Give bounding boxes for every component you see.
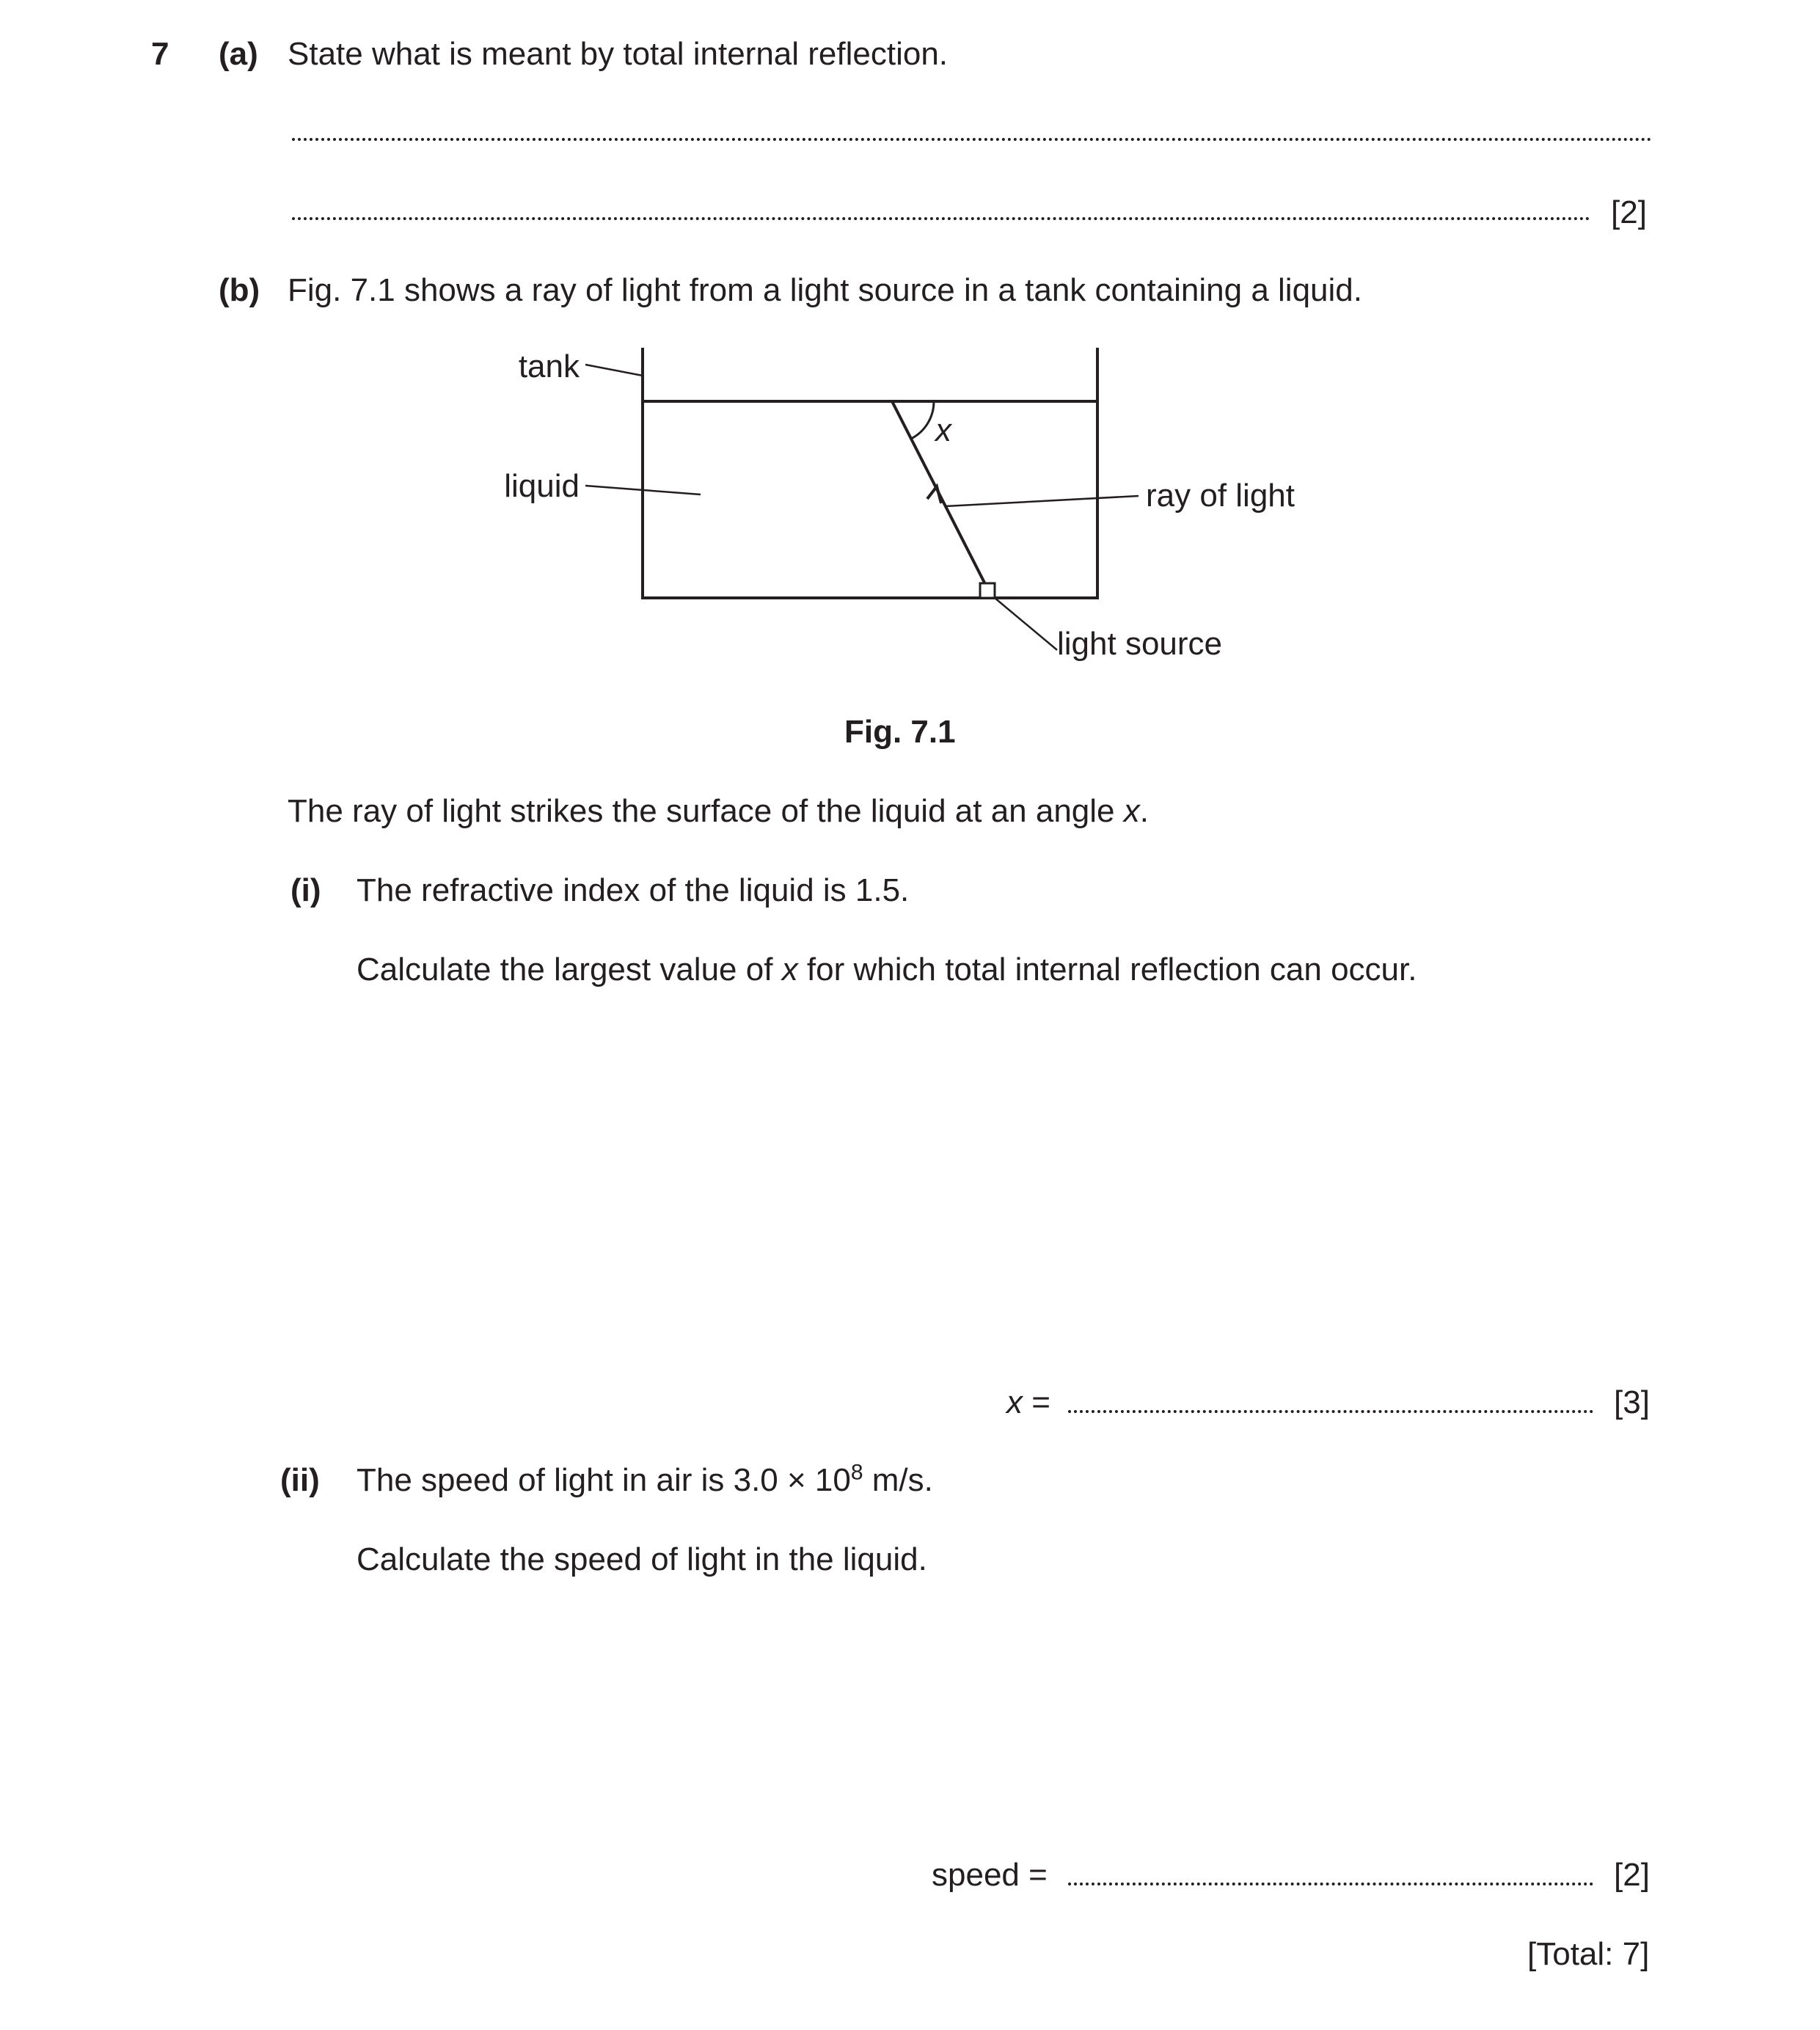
ray-arrowhead [927,486,941,503]
answer-x-var: x [1006,1384,1023,1420]
label-ray-of-light: ray of light [1146,478,1295,514]
part-a-question: State what is meant by total internal reflection. [288,36,949,72]
part-ii-marks: [2] [1614,1857,1650,1893]
part-a-marks: [2] [1611,194,1647,230]
answer-x-line[interactable] [1068,1410,1593,1413]
label-angle-x: x [935,412,951,448]
part-i-line2-start: Calculate the largest value of [357,952,773,987]
statement-var-x: x [1123,793,1140,829]
part-b-label: (b) [219,272,260,308]
label-tank: tank [518,348,580,384]
part-ii-label: (ii) [280,1462,320,1498]
label-liquid: liquid [504,468,580,504]
part-ii-units: m/s. [871,1462,933,1498]
part-ii-line2: Calculate the speed of light in the liquid. [357,1541,927,1577]
part-a-label: (a) [219,36,258,72]
statement-period: . [1139,793,1149,829]
light-source-box [980,583,995,598]
total-marks: [Total: 7] [1527,1936,1650,1972]
tank-outline [643,348,1097,598]
answer-speed-label: speed = [932,1857,1048,1893]
part-b-intro: Fig. 7.1 shows a ray of light from a light source in a tank containing a liquid. [288,272,1362,308]
part-ii-exponent: 8 [850,1460,863,1485]
answer-speed-line[interactable] [1068,1883,1593,1885]
statement-text: The ray of light strikes the surface of the liquid at an angle [288,793,1115,829]
ray-leader-line [946,496,1139,506]
part-i-line1: The refractive index of the liquid is 1.5. [357,872,910,908]
part-i-label: (i) [290,872,321,908]
figure-caption: Fig. 7.1 [844,714,956,750]
answer-x-label [1006,1384,1050,1422]
figure-7-1-diagram [0,0,1820,778]
tank-leader-line [585,365,643,376]
angle-x-arc [911,401,934,439]
source-leader-line [995,598,1057,650]
part-ii-speed-text: The speed of light in air is 3.0 × 10 [357,1462,851,1498]
question-number: 7 [151,36,169,72]
part-i-line2-end: for which total internal reflection can occur. [806,952,1417,987]
part-i-marks: [3] [1614,1384,1650,1420]
part-i-line2 [357,951,1417,989]
part-ii-line1 [357,1461,933,1500]
part-i-var-x: x [781,952,798,987]
label-light-source: light source [1057,626,1223,662]
answer-x-equals: = [1031,1384,1050,1420]
part-b-statement [288,792,1149,830]
